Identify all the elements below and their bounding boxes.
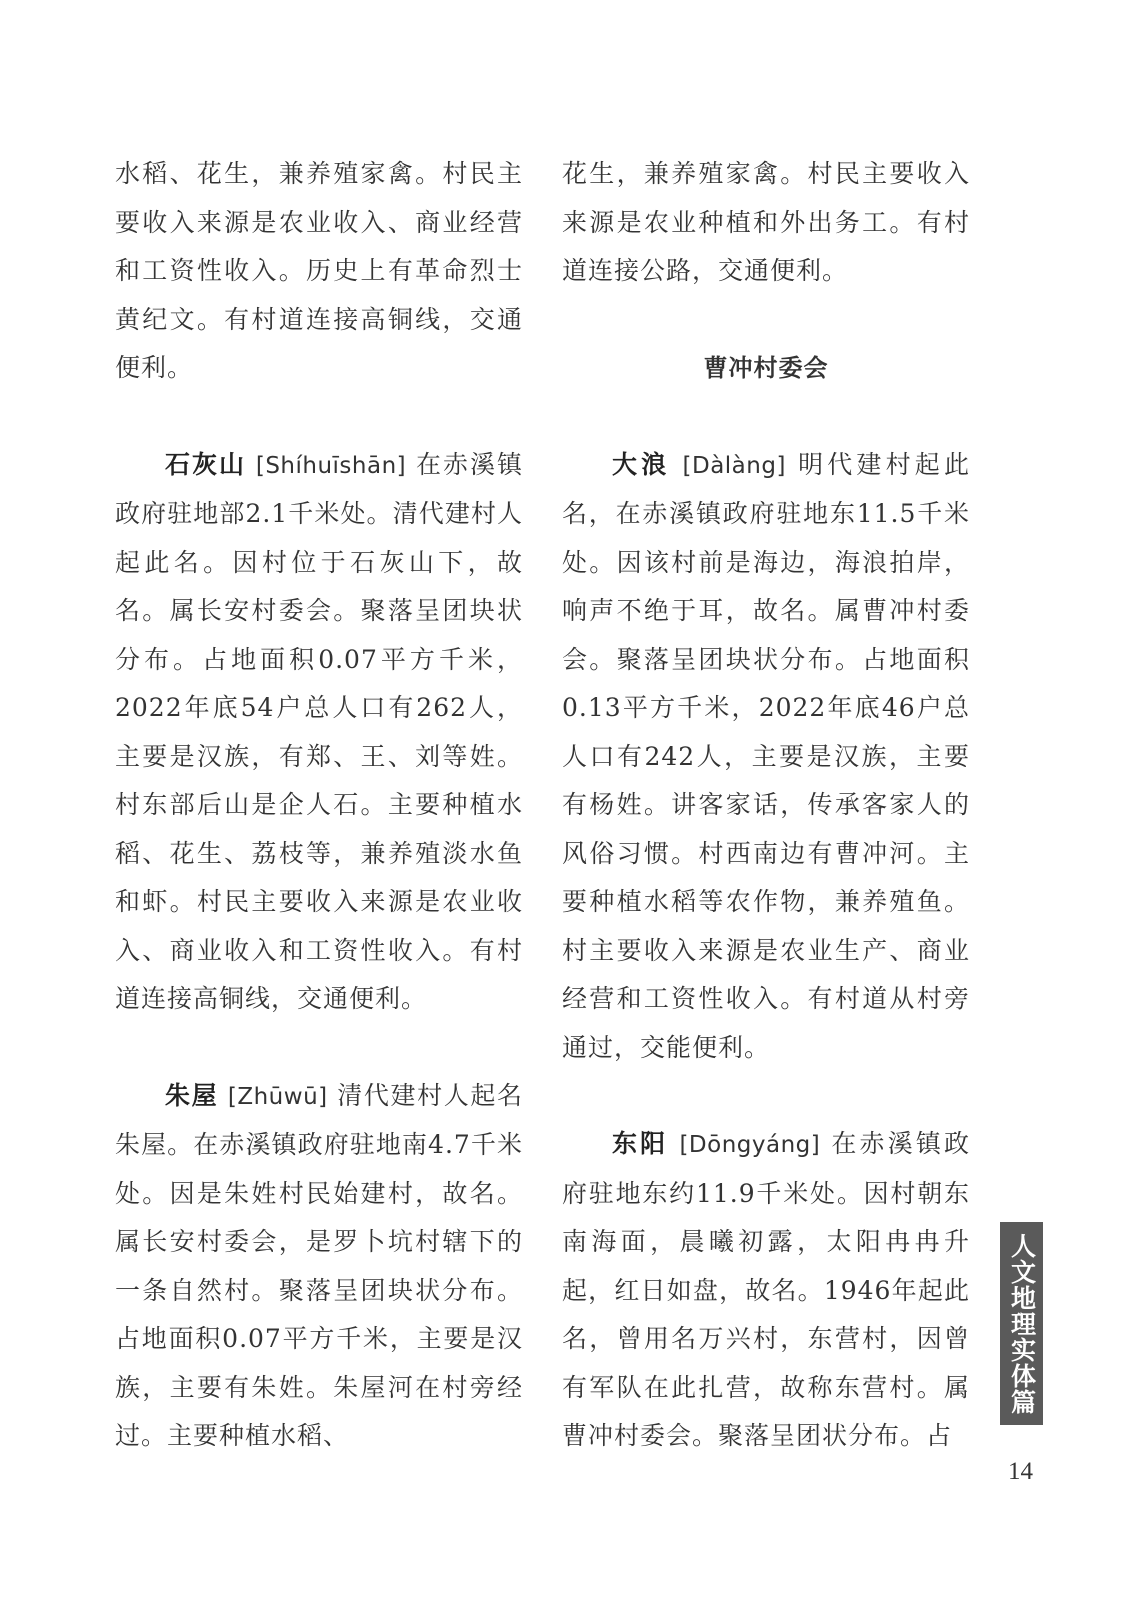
- paragraph-gap: [562, 296, 970, 320]
- entry-text: 在赤溪镇政府驻地部2.1千米处。清代建村人起此名。因村位于石灰山下，故名。属长安村委会。聚落呈团块状分布。占地面积0.07平方千米，2022年底54户总人口有262人，主要是汉族，有郑、王、刘等姓。村东部后山是企人石。主要种植水稻、花生、荔枝等，兼养殖淡水鱼和虾。村民主要收入来源是农业收入、商业收入和工资性收入。有村道连接高铜线，交通便利。: [115, 449, 523, 1013]
- entry-name: 石灰山: [165, 449, 246, 479]
- entry-dalang: [562, 441, 970, 1073]
- entry-pinyin: [Shíhuīshān]: [255, 452, 407, 479]
- entry-name: 朱屋: [165, 1080, 219, 1110]
- entry-pinyin: [Dōngyáng]: [679, 1132, 821, 1158]
- entry-dongyang: [562, 1120, 970, 1461]
- section-title: 曹冲村委会: [703, 353, 829, 382]
- entry-pinyin: [Zhūwū]: [227, 1083, 328, 1110]
- entry-name: 大浪: [612, 449, 671, 479]
- page-number: 14: [1008, 1458, 1033, 1485]
- paragraph-gap: [562, 1072, 970, 1120]
- continuation-paragraph: 花生，兼养殖家禽。村民主要收入来源是农业种植和外出务工。有村道连接公路，交通便利。: [562, 159, 970, 285]
- entry-zhuwu: [115, 1072, 523, 1461]
- entry-text: 明代建村起此名，在赤溪镇政府驻地东11.5千米处。因该村前是海边，海浪拍岸，响声不绝于耳，故名。属曹冲村委会。聚落呈团块状分布。占地面积0.13平方千米，2022年底46户总人口有242人，主要是汉族，主要有杨姓。讲客家话，传承客家人的风俗习惯。村西南边有曹冲河。主要种植水稻等农作物，兼养殖鱼。村主要收入来源是农业生产、商业经营和工资性收入。有村道从村旁通过，交能便利。: [562, 449, 970, 1062]
- entry-text: 在赤溪镇政府驻地东约11.9千米处。因村朝东南海面，晨曦初露，太阳冉冉升起，红日如盘，故名。1946年起此名，曾用名万兴村，东营村，因曾有军队在此扎营，故称东营村。属曹冲村委会。聚落呈团状分布。占: [562, 1129, 970, 1450]
- continuation-paragraph: 水稻、花生，兼养殖家禽。村民主要收入来源是农业收入、商业经营和工资性收入。历史上有革命烈士黄纪文。有村道连接高铜线，交通便利。: [115, 159, 523, 382]
- entry-pinyin: [Dàlàng]: [682, 452, 786, 479]
- left-column: [115, 150, 523, 1461]
- paragraph-gap: [115, 393, 523, 441]
- right-column: [562, 150, 970, 1461]
- chapter-side-tab: 人文地理实体篇: [1000, 1222, 1043, 1425]
- entry-text: 清代建村人起名朱屋。在赤溪镇政府驻地南4.7千米处。因是朱姓村民始建村，故名。属长安村委会，是罗卜坑村辖下的一条自然村。聚落呈团块状分布。占地面积0.07平方千米，主要是汉族，主要有朱姓。朱屋河在村旁经过。主要种植水稻、: [115, 1080, 524, 1450]
- paragraph-gap: [115, 1024, 523, 1072]
- entry-name: 东阳: [612, 1129, 669, 1158]
- paragraph-gap: [562, 417, 970, 441]
- entry-shihuishan: [115, 441, 523, 1024]
